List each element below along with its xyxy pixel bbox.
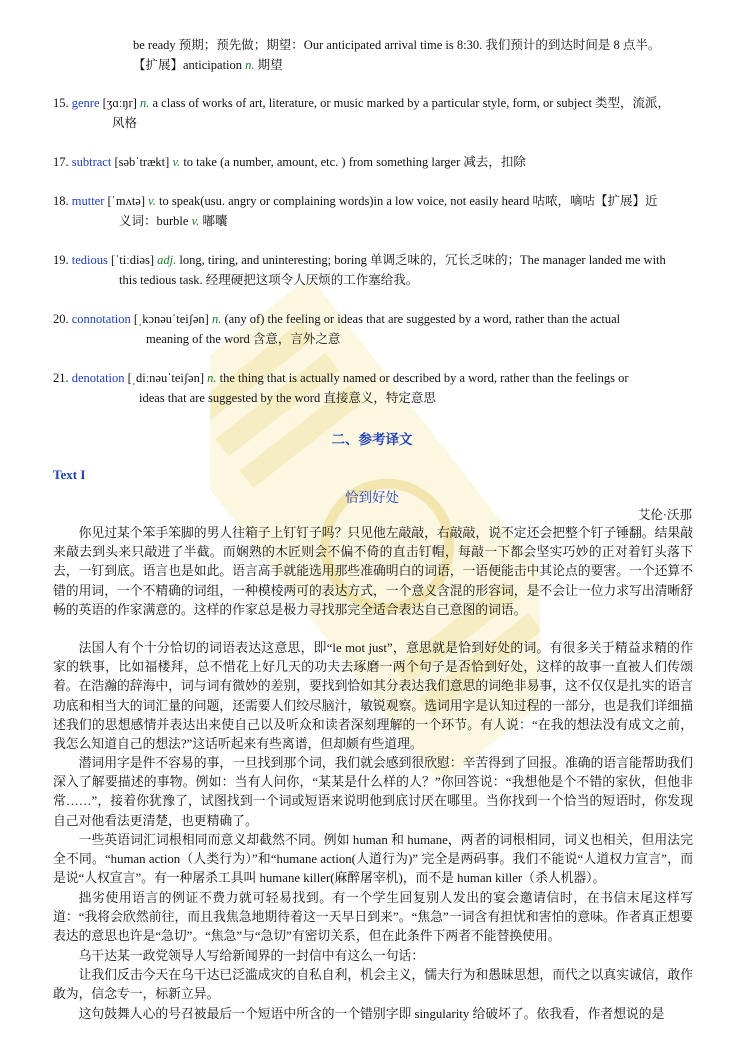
- paragraph: 这句鼓舞人心的号召被最后一个短语中所含的一个错别字即 singularity 给破坏了。依我看，作者想说的是: [78, 1007, 665, 1021]
- text-label: Text I: [53, 467, 86, 482]
- entry-subtract: 17. subtract [səbˈtrækt] v. to take (a number, amount, etc. ) from something larger 减去，扣除: [53, 155, 526, 169]
- entry-mutter-line-2: 义词：burble v. 嘟囔: [119, 214, 228, 228]
- entry-connotation-line-2: meaning of the word 含意，言外之意: [146, 332, 341, 346]
- paragraph: 法国人有个十分恰切的词语表达这意思，即“le mot just”，意思就是恰到好处的词。有很多关于精益求精的作家的轶事，比如福楼拜，总不惜花上好几天的功夫去琢磨一两个句子是否恰到好处，这样的故事一直被人们传颂着。在浩瀚的辞海中，词与词有微妙的差别，要找到恰如其分表达我们意思的词绝非易事，这不仅仅是扎实的语言功底和相当大的词汇量的问题，还需要人们绞尽脑汁，敏锐观察。选词用字是认知过程的一部分，也是我们详细描述我们的思想感情并表达出来使自己以及听众和读者深刻理解的一个环节。有人说：“在我的想法没有成文之前，我怎么知道自己的想法?”这话听起来有些离谱，但却颇有些道理。: [53, 641, 693, 752]
- entry-tedious: 19. tedious [ˈtiːdiəs] adj. long, tiring, and uninteresting; boring 单调乏味的，冗长乏味的；The manager landed me with: [53, 253, 666, 267]
- entry-continuation-line-1: be ready 预期；预先做；期望：Our anticipated arrival time is 8:30. 我们预计的到达时间是 8 点半。: [133, 38, 661, 52]
- entry-genre-line-2: 风格: [112, 116, 138, 130]
- headword-genre: genre: [71, 96, 100, 110]
- paragraph: 乌干达某一政党领导人写给新闻界的一封信中有这么一句话：: [78, 949, 425, 963]
- entry-denotation: 21. denotation [ˌdiːnəuˈteiʃən] n. the thing that is actually named or described by a word, rather than the feelings or: [53, 371, 629, 385]
- entry-connotation: 20. connotation [ˌkɔnəuˈteiʃən] n. (any of) the feeling or ideas that are suggested by a word, rather than the actual: [53, 312, 621, 326]
- headword-subtract: subtract: [71, 155, 112, 169]
- paragraph: 拙劣使用语言的例证不费力就可轻易找到。有一个学生回复别人发出的宴会邀请信时，在书信末尾这样写道：“我将会欣然前往，而且我焦急地期待着这一天早日到来”。“焦急”一词含有担忧和害怕的意味。作者真正想要表达的意思也许是“急切”。“焦急”与“急切”有密切关系，但在此条件下两者不能替换使用。: [53, 891, 693, 944]
- entry-continuation-line-2: 【扩展】anticipation n. 期望: [133, 58, 283, 72]
- paragraph: 潜词用字是件不容易的事，一旦找到那个词，我们就会感到很欣慰：辛苦得到了回报。准确的语言能帮助我们深入了解要描述的事物。例如：当有人问你，“某某是什么样的人？”你回答说：“我想他是个不错的家伙，但他非常……”，接着你犹豫了，试图找到一个词或短语来说明他到底讨厌在哪里。当你找到一个恰当的短语时，你发现自己对他看法更清楚，也更精确了。: [53, 756, 693, 828]
- entry-denotation-line-2: ideas that are suggested by the word 直接意义，特定意思: [139, 391, 436, 405]
- essay-title: 恰到好处: [345, 490, 399, 505]
- entry-mutter: 18. mutter [ˈmʌtə] v. to speak(usu. angry or complaining words)in a low voice, not easily heard 咕哝，嘀咕【扩展】近: [53, 194, 658, 208]
- paragraph: 一些英语词汇词根相同而意义却截然不同。例如 human 和 humane，两者的词根相同，词义也相关，但用法完全不同。“human action（人类行为）”和“humane action(人道行为)” 完全是两码事。我们不能说“人道权力宣言”，而是说“人权宣言”。有一种屠杀工具叫 humane killer(麻醉屠宰机)，而不是 human killer（杀人机器）。: [53, 833, 693, 886]
- paragraph: 让我们反击今天在乌干达已泛滥成灾的自私自利，机会主义，懦夫行为和愚昧思想，而代之以真实诚信，敢作敢为，信念专一，标新立异。: [53, 968, 693, 1002]
- paragraph: 你见过某个笨手笨脚的男人往箱子上钉钉子吗？只见他左敲敲，右敲敲，说不定还会把整个钉子锤翻。结果敲来敲去到头来只敲进了半截。而娴熟的木匠则会不偏不倚的直击钉帽，每敲一下都会坚实巧妙的正对着钉头落下去，一钉到底。语言也是如此。语言高手就能选用那些准确明白的词语，一语便能击中其论点的要害。一个还算不错的用词，一个不精确的词组，一种模棱两可的表达方式，一个意义含混的形容词，是不会让一位力求写出清晰舒畅的英语的作家满意的。这样的作家总是极力寻找那完全适合表达自己意图的词语。: [53, 526, 693, 617]
- entry-genre: 15. genre [ʒɑːŋr] n. a class of works of art, literature, or music marked by a particular style, form, or subject 类型，流派，: [53, 96, 671, 110]
- headword-tedious: tedious: [71, 253, 108, 267]
- headword-connotation: connotation: [71, 312, 131, 326]
- section-title: 二、参考译文: [331, 432, 413, 448]
- headword-mutter: mutter: [71, 194, 105, 208]
- entry-tedious-line-2: this tedious task. 经理硬把这项令人厌烦的工作塞给我。: [119, 273, 419, 287]
- headword-denotation: denotation: [71, 371, 125, 385]
- author-name: 艾伦·沃那: [637, 508, 692, 522]
